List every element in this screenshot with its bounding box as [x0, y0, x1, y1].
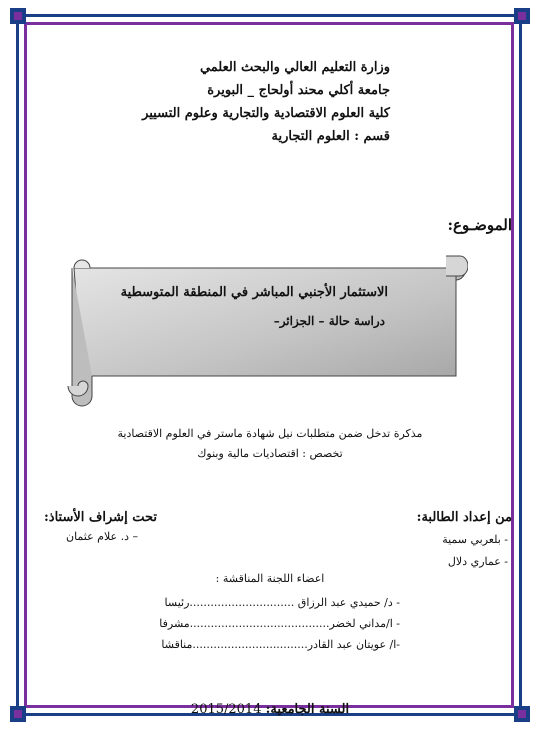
- memo-description: [100, 424, 440, 464]
- corner-ornament-bottom-right: [512, 704, 532, 724]
- subject-label: الموضـوع:: [447, 216, 512, 234]
- faculty-name: كلية العلوم الاقتصادية والتجارية وعلوم التسيير: [142, 106, 390, 121]
- jury-label: اعضاء اللجنة المناقشة :: [215, 572, 325, 585]
- academic-year-value: 2015/2014: [190, 702, 262, 717]
- jury-list: [140, 592, 400, 655]
- students-list: [442, 529, 508, 573]
- title-scroll-banner: [64, 246, 468, 412]
- department-name: قسم : العلوم التجارية: [271, 129, 390, 144]
- thesis-subtitle: دراسة حالة – الجزائر–: [273, 314, 385, 328]
- supervisor-name: – د. علام عثمان: [66, 530, 138, 543]
- jury-member: - د/ حميدي عبد الرزاق ..............................رئيسا: [164, 596, 400, 609]
- students-label: من إعداد الطالبة:: [416, 510, 512, 525]
- thesis-title: الاستثمار الأجنبي المباشر في المنطقة المتوسطية: [120, 285, 388, 300]
- corner-ornament-top-right: [512, 6, 532, 26]
- institution-header: [90, 56, 390, 148]
- supervisor-label: تحت إشراف الأستاذ:: [44, 510, 157, 525]
- academic-year-label: السنة الجامعية:: [265, 702, 350, 717]
- academic-year: [140, 702, 400, 717]
- university-name: جامعة أكلي محند أولحاج _ البويرة: [207, 83, 390, 98]
- ministry-name: وزارة التعليم العالي والبحث العلمي: [199, 60, 390, 75]
- corner-ornament-bottom-left: [8, 704, 28, 724]
- corner-ornament-top-left: [8, 6, 28, 26]
- memo-line-degree: مذكرة تدخل ضمن متطلبات نيل شهادة ماستر في العلوم الاقتصادية: [117, 427, 423, 440]
- jury-member: -ا/ عويتان عبد القادر.................................مناقشا: [161, 638, 400, 651]
- memo-line-specialty: تخصص : اقتصاديات مالية وبنوك: [197, 447, 343, 460]
- student-name: - بلعربي سمية: [442, 533, 508, 546]
- student-name: - عماري دلال: [447, 555, 508, 568]
- jury-member: - ا/مداني لخضر........................................مشرفا: [159, 617, 400, 630]
